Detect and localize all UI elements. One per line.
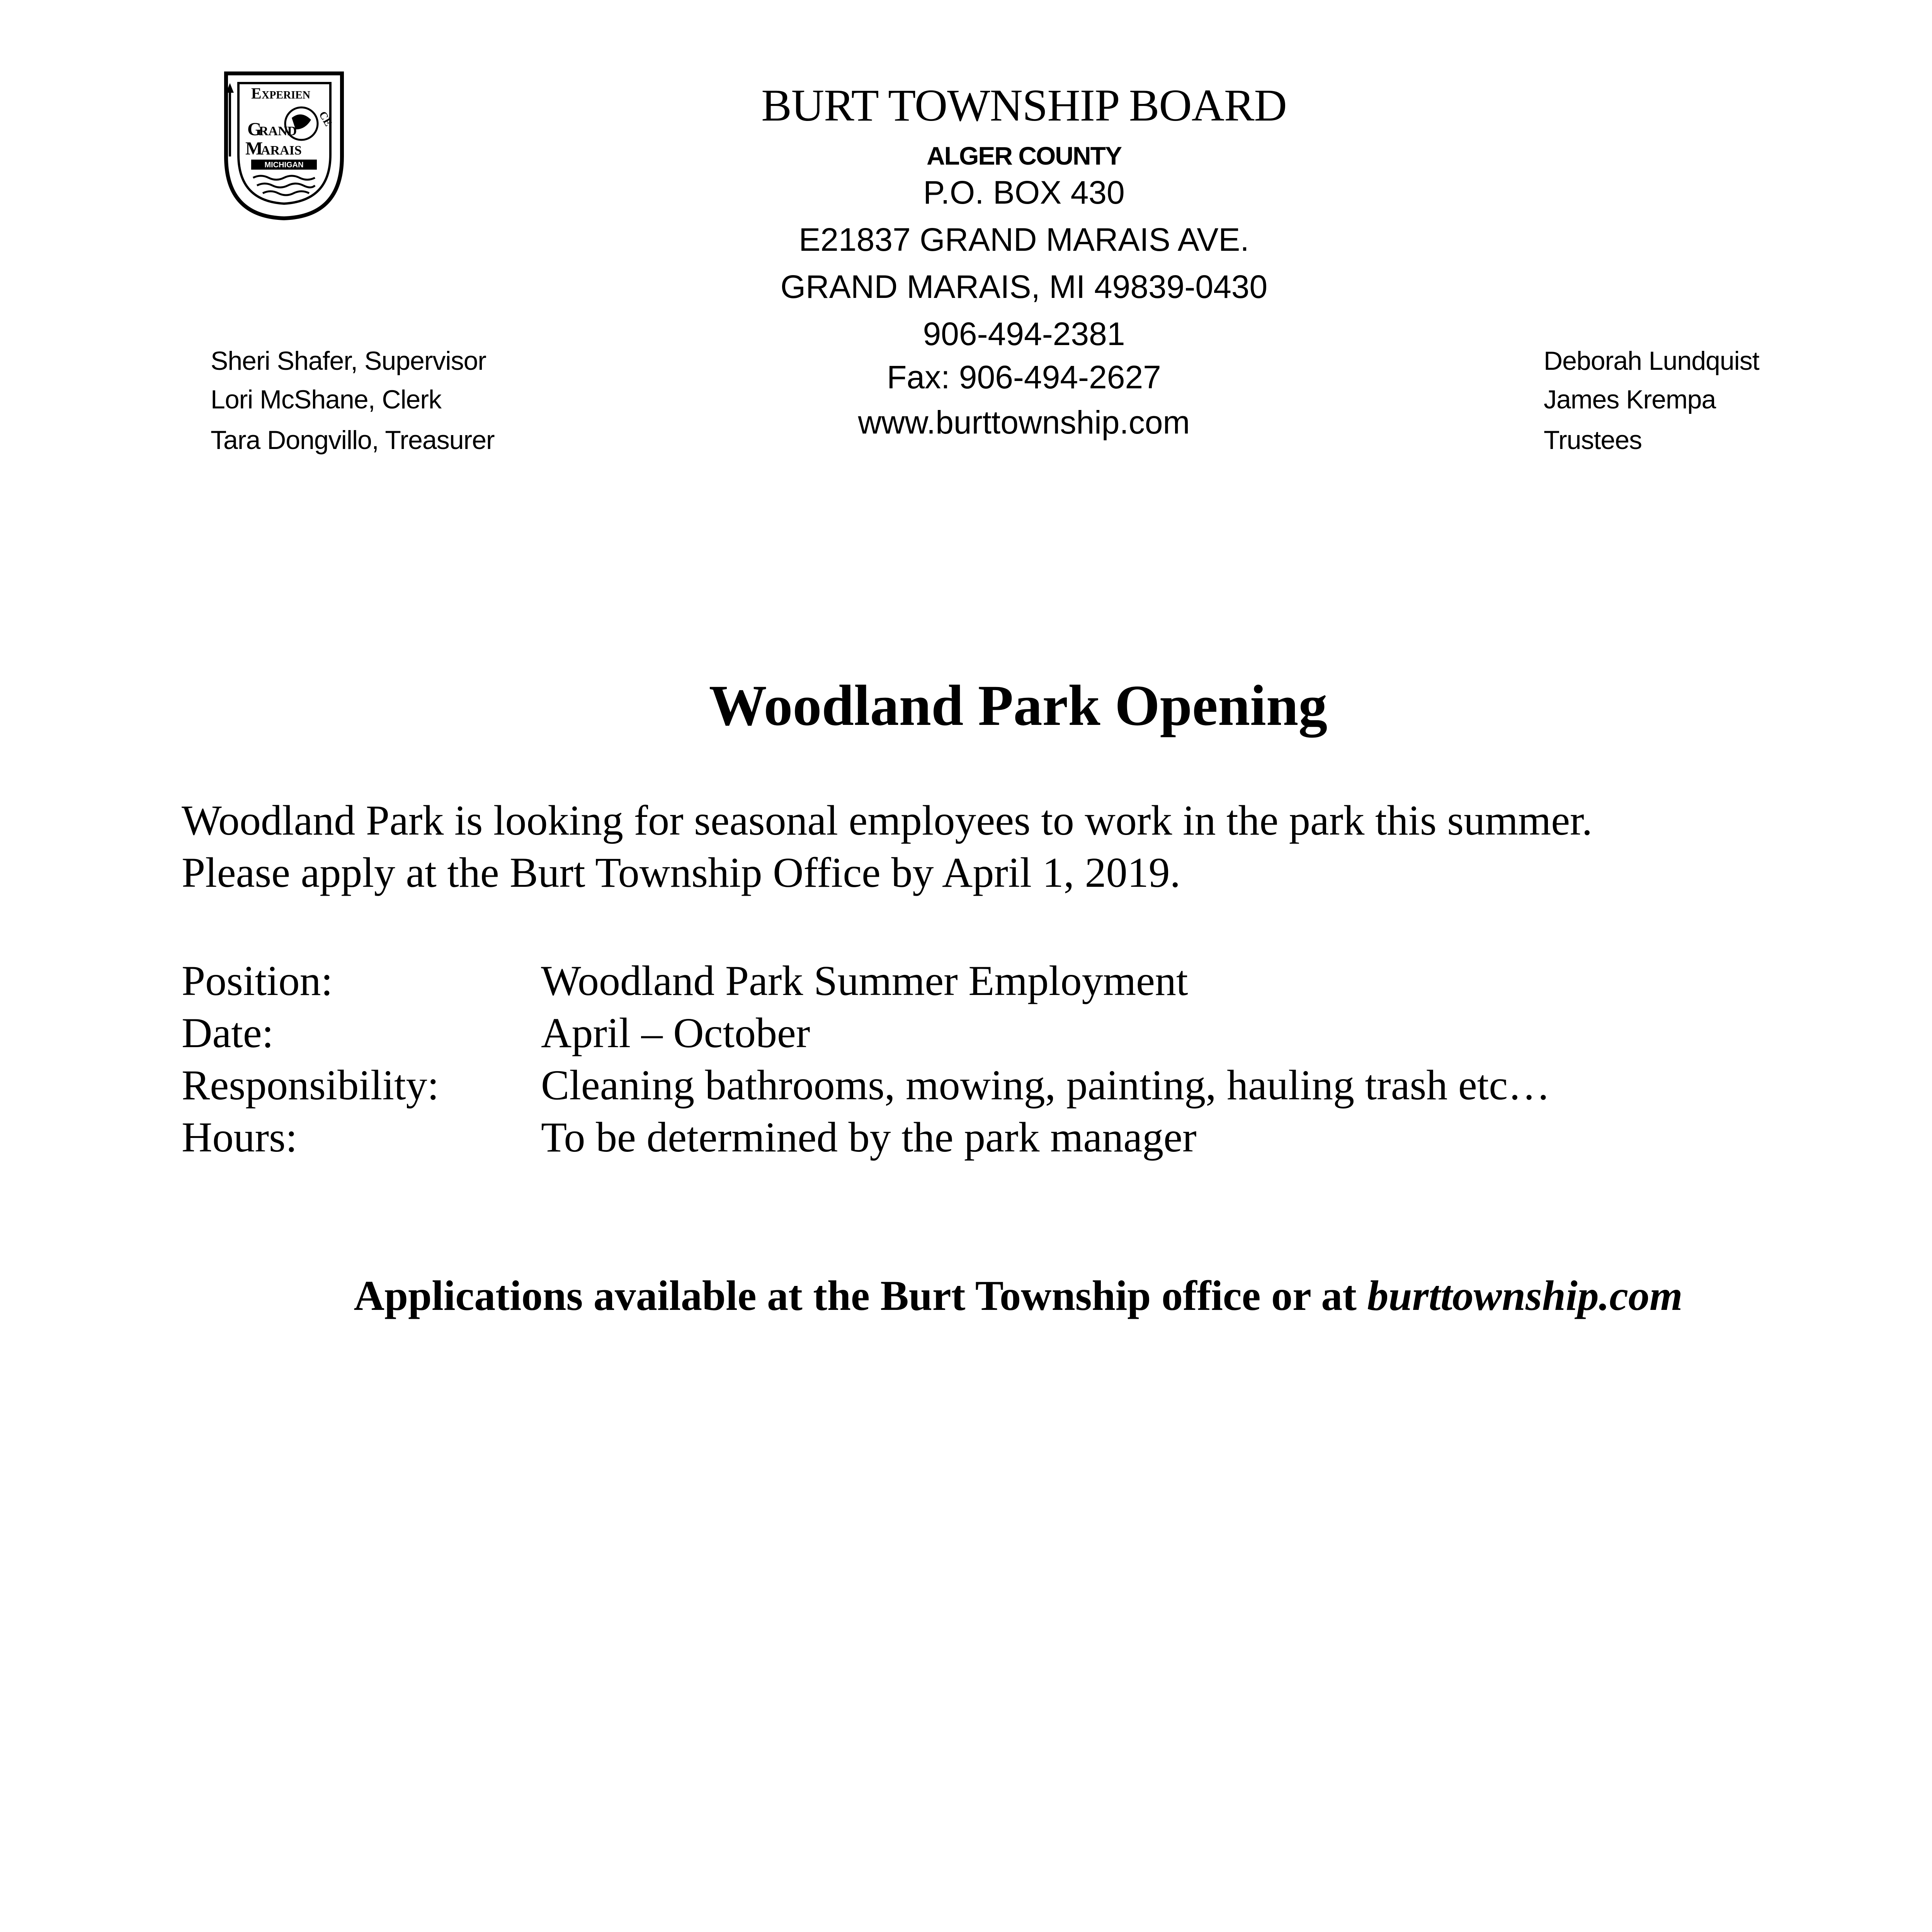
city-state-zip: GRAND MARAIS, MI 49839-0430 xyxy=(780,269,1268,305)
intro-line-1: Woodland Park is looking for seasonal employees to work in the park this summer. xyxy=(182,797,1593,844)
phone-number: 906-494-2381 xyxy=(923,316,1125,352)
svg-text:CE: CE xyxy=(316,109,335,129)
svg-text:MICHIGAN: MICHIGAN xyxy=(264,161,304,169)
trustee-1: Deborah Lundquist xyxy=(1544,346,1759,376)
officer-supervisor: Sheri Shafer, Supervisor xyxy=(211,346,486,376)
officer-clerk: Lori McShane, Clerk xyxy=(211,385,442,414)
date-value: April – October xyxy=(541,1009,810,1056)
svg-text:M: M xyxy=(245,138,263,159)
applications-text: Applications available at the Burt Township office or at xyxy=(354,1272,1367,1319)
svg-text:XPERIEN: XPERIEN xyxy=(262,89,311,101)
hours-value: To be determined by the park manager xyxy=(541,1114,1197,1161)
date-label: Date: xyxy=(182,1009,274,1056)
svg-text:ARAIS: ARAIS xyxy=(261,143,302,158)
trustee-2: James Krempa xyxy=(1544,385,1716,414)
board-title: BURT TOWNSHIP BOARD xyxy=(761,80,1287,131)
responsibility-value: Cleaning bathrooms, mowing, painting, hauling trash etc… xyxy=(541,1061,1551,1109)
website-link[interactable]: www.burttownship.com xyxy=(858,404,1190,440)
responsibility-label: Responsibility: xyxy=(182,1061,439,1109)
svg-text:E: E xyxy=(251,85,262,102)
county-name: ALGER COUNTY xyxy=(927,141,1121,170)
applications-note xyxy=(0,1271,1932,1320)
position-value: Woodland Park Summer Employment xyxy=(541,957,1188,1004)
intro-line-2: Please apply at the Burt Township Office by April 1, 2019. xyxy=(182,849,1181,896)
position-label: Position: xyxy=(182,957,333,1004)
fax-number: Fax: 906-494-2627 xyxy=(887,359,1161,395)
street-address: E21837 GRAND MARAIS AVE. xyxy=(799,221,1249,258)
officer-treasurer: Tara Dongvillo, Treasurer xyxy=(211,425,495,455)
notice-title: Woodland Park Opening xyxy=(709,673,1328,738)
applications-link[interactable]: burttownship.com xyxy=(1367,1272,1683,1319)
svg-text:G: G xyxy=(247,119,262,139)
po-box: P.O. BOX 430 xyxy=(923,174,1125,211)
trustees-label: Trustees xyxy=(1544,425,1642,455)
svg-text:RAND: RAND xyxy=(259,124,297,138)
hours-label: Hours: xyxy=(182,1114,298,1161)
experience-grand-marais-logo xyxy=(214,68,354,222)
